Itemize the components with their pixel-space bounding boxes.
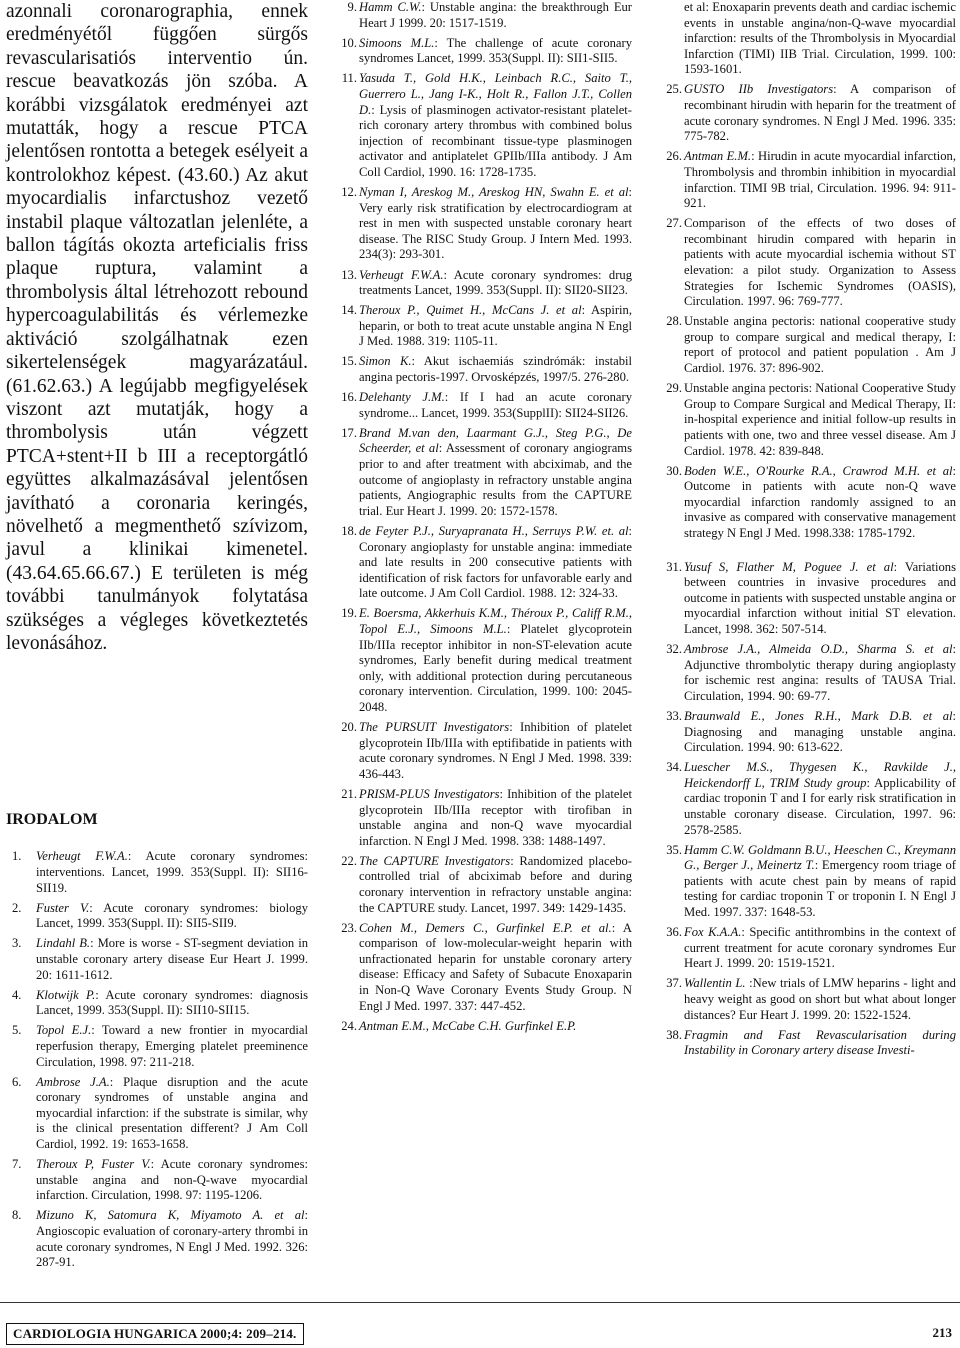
column-left	[6, 0, 308, 1275]
reference-text: : A comparison of recombinant hirudin with heparin for the treatment of acute coronary syndromes. N Engl J Med. 1996. 335: 775-782.	[684, 82, 956, 144]
reference-item	[335, 720, 632, 782]
reference-text: : Acute coronary syndromes: drug treatments Lancet, 1999. 353(Suppl. II): SII20-SII23.	[359, 267, 633, 298]
reference-number: 35.	[666, 842, 682, 857]
reference-item	[660, 381, 956, 459]
reference-text: : Coronary angioplasty for unstable angina: immediate and late results in 200 consecutive patients with identification of risk factors for unfavorable early and late outcome. J Am Coll Cardiol. 1988. 12: 324-33.	[359, 523, 632, 601]
reference-item	[335, 524, 632, 602]
reference-text: : Unstable angina: the breakthrough Eur Heart J 1999. 20: 1517-1519.	[359, 0, 633, 30]
reference-item	[335, 854, 632, 916]
reference-number: 18.	[341, 523, 357, 538]
reference-authors: Fragmin and Fast Revascularisation during Instability in Coronary artery disease Investi-	[684, 1027, 956, 1058]
reference-authors: Theroux P, Fuster V.	[36, 1157, 151, 1172]
reference-number: 4.	[12, 987, 22, 1002]
reference-authors: Nyman I, Areskog M., Areskog HN, Swahn E. et al	[359, 185, 629, 200]
reference-number: 15.	[341, 354, 357, 369]
reference-authors: Verheugt F.W.A.	[36, 849, 128, 864]
reference-number: 16.	[341, 390, 357, 405]
reference-authors: Ambrose J.A., Almeida O.D., Sharma S. et al	[684, 642, 953, 657]
reference-text: : Toward a new frontier in myocardial reperfusion therapy, Emerging platelet preeminence Circulation, 1998. 97: 211-218.	[36, 1023, 308, 1069]
reference-list-col2	[335, 0, 632, 1034]
reference-number: 24.	[341, 1018, 357, 1033]
reference-number: 36.	[666, 925, 682, 940]
reference-number: 20.	[341, 720, 357, 735]
reference-number: 22.	[341, 853, 357, 868]
reference-text: : Outcome in patients with acute non-Q wave myocardial infarction randomly assigned to an invasive as compared with conservative management strategy N Engl J Med. 1998.338: 1785-1792.	[684, 463, 956, 540]
reference-number: 23.	[341, 920, 357, 935]
reference-authors: Brand M.van den, Laarmant G.J., Steg P.G., De Scheerder, et al	[359, 425, 632, 456]
reference-item	[660, 843, 956, 921]
reference-authors: GUSTO IIb Investigators	[684, 82, 834, 97]
reference-authors: Delehanty J.M.	[359, 390, 445, 405]
reference-item	[660, 216, 956, 310]
reference-authors: Braunwald E., Jones R.H., Mark D.B. et al	[684, 708, 953, 723]
reference-authors: Simon K.	[359, 354, 412, 369]
reference-authors: Hamm C.W.	[359, 0, 422, 14]
reference-item	[335, 0, 632, 31]
reference-text: : Emergency room triage of patients with acute chest pain by means of rapid testing for cardiac troponin T or troponin I. N Engl J Med. 1997. 337: 1648-53.	[684, 858, 956, 920]
reference-item	[6, 1157, 308, 1204]
page-number: 213	[932, 1325, 952, 1340]
reference-text: Comparison of the effects of two doses of recombinant hirudin compared with heparin in patients with acute myocardial ischemia without ST elevation: a pilot study. Organization to Assess Strategies for Ischemic Syndromes (OASIS), Circulation. 1997. 96: 769-777.	[684, 216, 956, 309]
reference-text: : Acute coronary syndromes: biology Lancet, 1999. 353(Suppl. II): SII5-SII9.	[36, 900, 308, 931]
reference-text: : Angioscopic evaluation of coronary-artery thrombi in acute coronary syndromes, N Engl J Med. 1992. 326: 287-91.	[36, 1208, 308, 1270]
journal-citation: CARDIOLOGIA HUNGARICA 2000;4: 209–214.	[6, 1323, 304, 1345]
reference-text: : The challenge of acute coronary syndromes Lancet, 1999. 353(Suppl. II): SII1-SII5.	[359, 35, 633, 66]
reference-number: 30.	[666, 463, 682, 478]
reference-number: 7.	[12, 1157, 22, 1172]
reference-item	[6, 901, 308, 932]
reference-number: 32.	[666, 642, 682, 657]
reference-number: 5.	[12, 1023, 22, 1038]
reference-item	[660, 314, 956, 376]
reference-authors: et al	[684, 0, 706, 14]
reference-text: : Enoxaparin prevents death and cardiac ischemic events in unstable angina/non-Q-wave myocardial infarction: results of the Thrombolysis in Myocardial Infarction (TIMI) IIB Trial. Circulation, 1999. 100: 1593-1601.	[684, 0, 956, 77]
reference-number: 37.	[666, 976, 682, 991]
reference-number: 33.	[666, 708, 682, 723]
reference-authors: Antman E.M.	[684, 149, 752, 164]
reference-authors: Antman E.M., McCabe C.H. Gurfinkel E.P.	[359, 1018, 577, 1033]
reference-item	[6, 1075, 308, 1153]
reference-number: 38.	[666, 1027, 682, 1042]
reference-item	[6, 988, 308, 1019]
reference-item	[660, 149, 956, 211]
reference-text: : Acute coronary syndromes: diagnosis Lancet, 1999. 353(Suppl. II): SII10-SII15.	[36, 987, 308, 1018]
references-heading: IRODALOM	[6, 811, 98, 829]
column-middle	[335, 0, 632, 1039]
reference-text: : Variations between countries in invasive procedures and outcome in patients with suspected unstable angina or myocardial infarction without initial ST elevation. Lancet, 1998. 362: 507-514.	[684, 559, 956, 636]
reference-number: 10.	[341, 35, 357, 50]
reference-item	[335, 426, 632, 520]
reference-authors: Ambrose J.A.	[36, 1074, 110, 1089]
reference-item	[660, 464, 956, 542]
reference-text: : Assessment of coronary angiograms prior to and after treatment with abciximab, and the outcome of angioplasty in refractory unstable angina patients, Angiographic results from the CAPTURE trial. Eur Heart J. 1999. 20: 1572-1578.	[359, 441, 632, 518]
reference-authors: The PURSUIT Investigators	[359, 720, 510, 735]
reference-item	[335, 36, 632, 67]
reference-item	[335, 303, 632, 350]
reference-text: : Randomized placebo-controlled trial of abciximab before and during coronary intervention in refractory unstable angina: the CAPTURE study. Lancet, 1997. 349: 1429-1435.	[359, 853, 632, 915]
reference-item	[335, 354, 632, 385]
reference-authors: E. Boersma, Akkerhuis K.M., Théroux P., Califf R.M., Topol E.J., Simoons M.L.	[359, 606, 632, 636]
reference-text: : Very early risk stratification by electrocardiogram at rest in men with suspected unstable coronary heart disease. The RISC Study Group. J Intern Med. 1993. 234(3): 293-301.	[359, 185, 632, 262]
reference-item	[335, 1019, 632, 1035]
reference-text: : Acute coronary syndromes: unstable angina and non-Q-wave myocardial infarction. Circulation, 1998. 97: 1195-1206.	[36, 1157, 308, 1203]
reference-authors: Fuster V.	[36, 900, 90, 915]
reference-item	[335, 268, 632, 299]
reference-authors: Mizuno K, Satomura K, Miyamoto A. et al	[36, 1208, 305, 1223]
reference-text: : Inhibition of the platelet glycoprotein IIb/IIIa receptor with tirofiban in unstable angina and non-Q wave myocardial infarction. N Engl J Med. 1998. 338: 1488-1497.	[359, 786, 632, 848]
reference-number: 12.	[341, 185, 357, 200]
reference-item	[660, 82, 956, 144]
reference-list-col1	[6, 849, 308, 1270]
reference-number: 3.	[12, 936, 22, 951]
reference-text: :New trials of LMW heparins - light and heavy weight as good on short but what about longer distances? Eur Heart J. 1999. 20: 1522-1524.	[684, 976, 956, 1022]
reference-authors: Topol E.J.	[36, 1023, 92, 1038]
reference-text: : If I had an acute coronary syndrome... Lancet, 1999. 353(SupplII): SII24-SII26.	[359, 390, 632, 420]
column-right	[660, 0, 956, 1063]
reference-number: 14.	[341, 303, 357, 318]
reference-authors: Yusuf S, Flather M, Poguee J. et al	[684, 559, 894, 574]
body-paragraph: azonnali coronarographia, ennek eredményétől függően sürgős revascularisatiós interventio ún. rescue beavatkozás jön szóba. A korábbi vizsgálatok eredményei azt mutatták, hogy a rescue PTCA jelentősen rontotta a betegek esélyeit a kontrolokhoz képest. (43.60.) Az akut myocardialis infarctushoz vezető instabil plaque változatlan jelenléte, a ballon tágítás okozta arteficialis friss plaque ruptura, valamint a thrombolysis által létrehozott rebound hypercoagulabilitás és vérlemezke aktiváció szolgálhatnak ezen sikertelenségek magyarázatául. (61.62.63.) A legújabb megfigyelések viszont azt mutatják, hogy a thrombolysis után végzett PTCA+stent+II b III a receptorgátló együttes alkalmazásával jelentősen javítható a coronaria keringés, növelhető a megmenthető szívizom, javul a klinikai kimenetel. (43.64.65.66.67.) E területen is még további tanulmányok folytatása szükséges a végleges következtetés levonásához.	[6, 1, 308, 654]
reference-item	[6, 936, 308, 983]
reference-number: 17.	[341, 425, 357, 440]
reference-number: 25.	[666, 82, 682, 97]
reference-number: 13.	[341, 267, 357, 282]
reference-text: : Specific antithrombins in the context of current treatment for acute coronary syndromes Eur Heart J. 1999. 20: 1519-1521.	[684, 925, 956, 971]
reference-authors: Simoons M.L.	[359, 35, 435, 50]
reference-authors: Luescher M.S., Thygesen K., Ravkilde J., Heickendorff L, TRIM Study group	[684, 760, 956, 790]
reference-authors: Theroux P., Quimet H., McCans J. et al	[359, 303, 582, 318]
reference-continuation	[660, 0, 956, 78]
reference-number: 8.	[12, 1208, 22, 1223]
reference-authors: Boden W.E., O'Rourke R.A., Crawrod M.H. et al	[684, 463, 953, 478]
reference-item	[335, 71, 632, 180]
reference-number: 26.	[666, 149, 682, 164]
reference-number: 31.	[666, 559, 682, 574]
reference-number: 29.	[666, 381, 682, 396]
reference-text: : Diagnosing and managing unstable angina. Circulation. 1994. 90: 613-622.	[684, 708, 956, 755]
reference-number: 9.	[347, 0, 357, 14]
reference-authors: de Feyter P.J., Suryapranata H., Serruys P.W. et. al	[359, 523, 629, 538]
reference-number: 34.	[666, 760, 682, 775]
reference-text: : Platelet glycoprotein IIb/IIIa receptor inhibitor in non-ST-elevation acute syndromes, Early benefit during medical treatment only, with additional protection during percutaneous coronary intervention. Circulation, 1999. 100: 2045-2048.	[359, 621, 633, 714]
reference-authors: Cohen M., Demers C., Gurfinkel E.P. et al.	[359, 920, 612, 935]
reference-number: 11.	[341, 71, 357, 86]
reference-number: 1.	[12, 849, 22, 864]
reference-number: 27.	[666, 216, 682, 231]
reference-authors: Klotwijk P.	[36, 987, 96, 1002]
reference-text: : Lysis of plasminogen activator-resistant platelet-rich coronary artery thrombus with combined bolus injection of recombinant tissue-type plasminogen activator and antiplatelet GPIIb/IIIa antibody. J Am Coll Cardiol, 1990. 16: 1728-1735.	[359, 102, 632, 179]
reference-authors: PRISM-PLUS Investigators	[359, 786, 500, 801]
reference-text: : Adjunctive thrombolytic therapy during angioplasty for ischemic rest angina: results of TAUSA Trial. Circulation, 1994. 90: 69-77.	[684, 642, 956, 703]
reference-text: : Inhibition of platelet glycoprotein IIb/IIIa with eptifibatide in patients with acute coronary syndromes. N Engl J Med. 1998. 339: 436-443.	[359, 720, 632, 781]
footer-divider	[0, 1302, 960, 1303]
reference-number: 2.	[12, 900, 22, 915]
reference-list-col3	[660, 82, 956, 1058]
reference-item	[660, 709, 956, 756]
reference-authors: Fox K.A.A.	[684, 925, 742, 940]
reference-number: 28.	[666, 314, 682, 329]
reference-authors: The CAPTURE Investigators	[359, 853, 511, 868]
reference-authors: Hamm C.W. Goldmann B.U., Heeschen C., Kreymann G., Berger J., Meinertz T.	[684, 842, 956, 873]
reference-item	[660, 760, 956, 838]
reference-authors: Wallentin L.	[684, 976, 746, 991]
reference-authors: Verheugt F.W.A.	[359, 267, 444, 282]
reference-text: : Applicability of cardiac troponin T and I for early risk stratification in unstable coronary disease. Circulation, 1997. 96: 2578-2585.	[684, 775, 956, 837]
reference-text: : A comparison of low-molecular-weight heparin with unfractionated heparin for unstable coronary artery disease: Efficacy and Safety of Subacute Enoxaparin in Non-Q Wave Coronary Events Study Group. N Engl J Med. 1997. 337: 447-452.	[359, 920, 632, 1013]
reference-item	[335, 606, 632, 715]
reference-item	[335, 185, 632, 263]
reference-item	[660, 1028, 956, 1059]
reference-number: 6.	[12, 1074, 22, 1089]
reference-item	[6, 1208, 308, 1270]
reference-text: : Hirudin in acute myocardial infarction, Thrombolysis and thrombin inhibition in myocardial infarction. TIMI 9B trial, Circulation. 1996. 94: 911-921.	[684, 149, 957, 211]
reference-text: : Plaque disruption and the acute coronary syndromes of unstable angina and myocardial infarction: if the substrate is similar, why is the clinical presentation different? J Am Coll Cardiol, 1992. 19: 1653-1658.	[36, 1074, 308, 1151]
reference-item	[335, 787, 632, 849]
reference-text: Unstable angina pectoris: national cooperative study group to compare surgical and medical therapy, I: report of protocol and patient population . Am J Cardiol. 1976. 37: 896-902.	[684, 314, 956, 376]
reference-item	[660, 642, 956, 704]
reference-text: : Aspirin, heparin, or both to treat acute unstable angina N Engl J Med. 1988. 319: 1105-11.	[359, 303, 632, 349]
reference-item	[660, 925, 956, 972]
reference-authors: Lindahl B.	[36, 936, 91, 951]
reference-text: : Acute coronary syndromes: interventions. Lancet, 1999. 353(Suppl. II): SII16-SII19.	[36, 849, 308, 895]
reference-text: Unstable angina pectoris: National Cooperative Study Group to Compare Surgical and Medical Therapy, II: in-hospital experience and initial follow-up results in patients with one, two and three vessel disease. Am J Cardiol. 1978. 42: 839-848.	[684, 381, 956, 458]
reference-authors: Yasuda T., Gold H.K., Leinbach R.C., Saito T., Guerrero L., Jang I-K., Holt R., Fallon J.T., Collen D.	[359, 71, 632, 117]
reference-item	[660, 976, 956, 1023]
reference-number: 21.	[341, 786, 357, 801]
reference-item	[6, 1023, 308, 1070]
reference-text: : Akut ischaemiás szindrómák: instabil angina pectoris-1997. Orvosképzés, 1997/5. 276-280.	[359, 354, 632, 385]
reference-item	[335, 921, 632, 1015]
reference-item	[335, 390, 632, 421]
reference-item	[6, 849, 308, 896]
reference-text: : More is worse - ST-segment deviation in unstable coronary artery disease Eur Heart J. 1999. 20: 1611-1612.	[36, 936, 308, 982]
reference-item	[660, 560, 956, 638]
reference-number: 19.	[341, 606, 357, 621]
